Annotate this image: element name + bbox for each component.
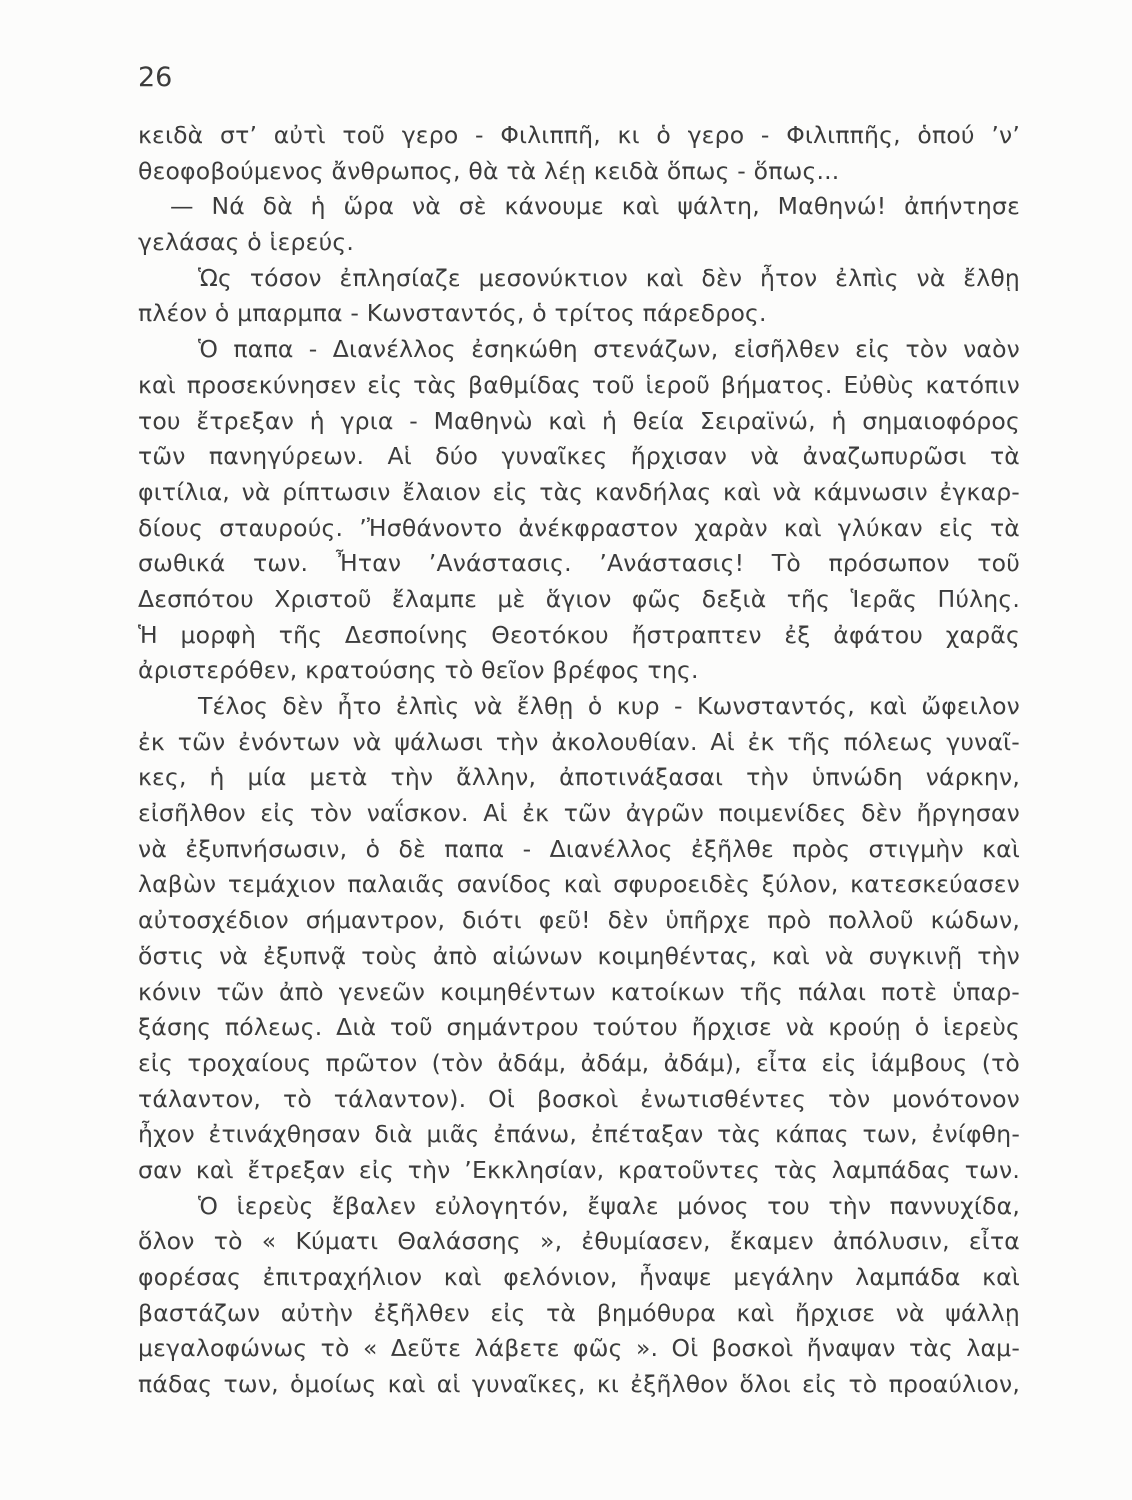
text-line: Δεσπότου Χριστοῦ ἔλαμπε μὲ ἅγιον φῶς δεξιὰ τῆς Ἱερᾶς Πύλης. <box>138 584 1020 613</box>
text-line: δίους σταυρούς. ’Ἠσθάνοντο ἀνέκφραστον χαρὰν καὶ γλύκαν εἰς τὰ <box>138 513 1020 542</box>
text-line: ξάσης πόλεως. Διὰ τοῦ σημάντρου τούτου ἤρχισε νὰ κρούῃ ὁ ἱερεὺς <box>138 1013 1020 1042</box>
text-line: κόνιν τῶν ἀπὸ γενεῶν κοιμηθέντων κατοίκων τῆς πάλαι ποτὲ ὑπαρ- <box>138 977 1020 1006</box>
text-line: καὶ προσεκύνησεν εἰς τὰς βαθμίδας τοῦ ἱεροῦ βήματος. Εὐθὺς κατόπιν <box>138 370 1020 399</box>
text-line: ὅστις νὰ ἐξυπνᾷ τοὺς ἀπὸ αἰώνων κοιμηθέντας, καὶ νὰ συγκινῇ τὴν <box>138 941 1020 970</box>
text-line: Ὡς τόσον ἐπλησίαζε μεσονύκτιον καὶ δὲν ἦτον ἐλπὶς νὰ ἔλθῃ <box>198 263 1020 292</box>
text-line: κες, ἡ μία μετὰ τὴν ἄλλην, ἀποτινάξασαι τὴν ὑπνώδη νάρκην, <box>138 763 1020 792</box>
text-line: νὰ ἐξυπνήσωσιν, ὁ δὲ παπα - Διανέλλος ἐξῆλθε πρὸς στιγμὴν καὶ <box>138 834 1020 863</box>
text-line: τῶν πανηγύρεων. Αἱ δύο γυναῖκες ἤρχισαν νὰ ἀναζωπυρῶσι τὰ <box>138 442 1020 471</box>
text-line: μεγαλοφώνως τὸ « Δεῦτε λάβετε φῶς ». Οἱ βοσκοὶ ἤναψαν τὰς λαμ- <box>138 1334 1020 1363</box>
text-line: βαστάζων αὐτὴν ἐξῆλθεν εἰς τὰ βημόθυρα καὶ ἤρχισε νὰ ψάλλῃ <box>138 1298 1020 1327</box>
text-line: εἰς τροχαίους πρῶτον (τὸν ἀδάμ, ἀδάμ, ἀδάμ), εἶτα εἰς ἰάμβους (τὸ <box>138 1048 1020 1077</box>
text-line: αὐτοσχέδιον σήμαντρον, διότι φεῦ! δὲν ὑπῆρχε πρὸ πολλοῦ κώδων, <box>138 906 1020 935</box>
text-line: τάλαντον, τὸ τάλαντον). Οἱ βοσκοὶ ἐνωτισθέντες τὸν μονότονον <box>138 1084 1020 1113</box>
text-line: εἰσῆλθον εἰς τὸν ναΐσκον. Αἱ ἐκ τῶν ἀγρῶν ποιμενίδες δὲν ἤργησαν <box>138 799 1020 828</box>
text-line: σωθικά των. Ἦταν ’Ανάστασις. ’Ανάστασις! Τὸ πρόσωπον τοῦ <box>138 549 1020 578</box>
page-number: 26 <box>138 62 173 93</box>
body-text <box>138 118 1020 1403</box>
text-line: ἦχον ἐτινάχθησαν διὰ μιᾶς ἐπάνω, ἐπέταξαν τὰς κάπας των, ἐνίφθη- <box>138 1120 1020 1149</box>
text-line: πλέον ὁ μπαρμπα - Κωνσταντός, ὁ τρίτος πάρεδρος. <box>138 299 767 328</box>
text-line: του ἔτρεξαν ἡ γρια - Μαθηνὼ καὶ ἡ θεία Σειραϊνώ, ἡ σημαιοφόρος <box>138 406 1020 435</box>
text-line: σαν καὶ ἔτρεξαν εἰς τὴν ’Εκκλησίαν, κρατοῦντες τὰς λαμπάδας των. <box>138 1155 1020 1184</box>
text-line: Ἡ μορφὴ τῆς Δεσποίνης Θεοτόκου ἤστραπτεν ἐξ ἀφάτου χαρᾶς <box>138 620 1020 649</box>
text-line: φορέσας ἐπιτραχήλιον καὶ φελόνιον, ἦναψε μεγάλην λαμπάδα καὶ <box>138 1263 1020 1291</box>
text-line: ἀριστερόθεν, κρατούσης τὸ θεῖον βρέφος της. <box>138 656 699 685</box>
text-line: κειδὰ στ’ αὐτὶ τοῦ γερο - Φιλιππῆ, κι ὁ γερο - Φιλιππῆς, ὁπού ’ν’ <box>138 121 1020 149</box>
text-line: Ὁ ἱερεὺς ἔβαλεν εὐλογητόν, ἔψαλε μόνος του τὴν παννυχίδα, <box>198 1191 1020 1220</box>
text-line: Ὁ παπα - Διανέλλος ἐσηκώθη στενάζων, εἰσῆλθεν εἰς τὸν ναὸν <box>198 335 1020 364</box>
text-line: φιτίλια, νὰ ρίπτωσιν ἔλαιον εἰς τὰς κανδήλας καὶ νὰ κάμνωσιν ἐγκαρ- <box>138 477 1020 506</box>
text-line: ἐκ τῶν ἐνόντων νὰ ψάλωσι τὴν ἀκολουθίαν. Αἱ ἐκ τῆς πόλεως γυναῖ- <box>138 727 1020 756</box>
text-line: γελάσας ὁ ἱερεύς. <box>138 228 355 257</box>
text-line: θεοφοβούμενος ἄνθρωπος, θὰ τὰ λέῃ κειδὰ ὅπως - ὅπως... <box>138 156 840 185</box>
text-line: λαβὼν τεμάχιον παλαιᾶς σανίδος καὶ σφυροειδὲς ξύλον, κατεσκεύασεν <box>138 870 1020 899</box>
text-line: — Νά δὰ ἡ ὥρα νὰ σὲ κάνουμε καὶ ψάλτη, Μαθηνώ! ἀπήντησε <box>170 192 1020 221</box>
text-line: ὅλον τὸ « Κύματι Θαλάσσης », ἐθυμίασεν, ἔκαμεν ἀπόλυσιν, εἶτα <box>138 1227 1020 1256</box>
text-line: Τέλος δὲν ἦτο ἐλπὶς νὰ ἔλθῃ ὁ κυρ - Κωνσταντός, καὶ ὤφειλον <box>198 692 1020 720</box>
text-line: πάδας των, ὁμοίως καὶ αἱ γυναῖκες, κι ἐξῆλθον ὅλοι εἰς τὸ προαύλιον, <box>138 1370 1020 1399</box>
